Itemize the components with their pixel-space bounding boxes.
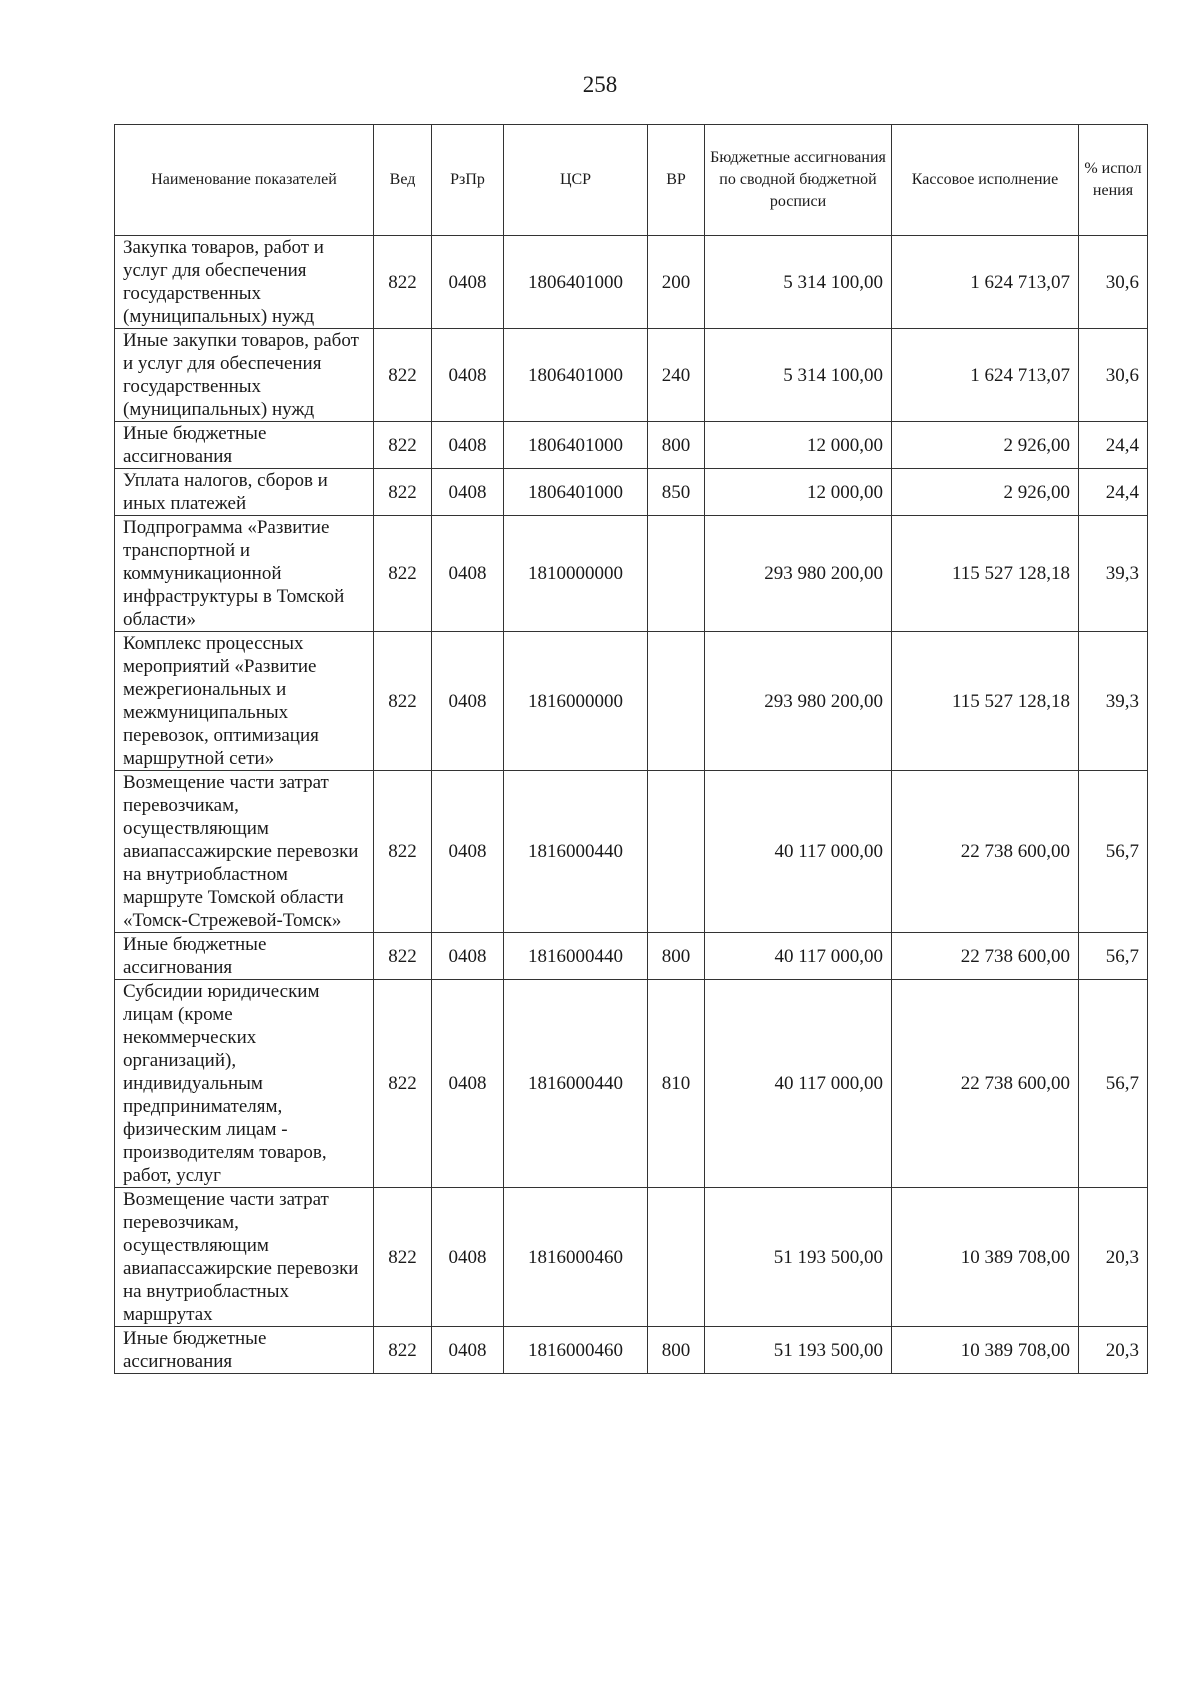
table-row [115, 469, 1148, 516]
cell-percent: 24,4 [1079, 469, 1148, 516]
cell-name: Уплата налогов, сборов и иных платежей [115, 469, 374, 516]
cell-vr [648, 1188, 705, 1327]
cell-ved: 822 [374, 632, 432, 771]
cell-vr: 800 [648, 933, 705, 980]
cell-rzpr: 0408 [432, 1188, 504, 1327]
cell-csr: 1816000440 [504, 933, 648, 980]
cell-assigned: 40 117 000,00 [705, 771, 892, 933]
cell-name: Иные закупки товаров, работ и услуг для обеспечения государственных (муниципальных) нужд [115, 329, 374, 422]
cell-csr: 1816000440 [504, 980, 648, 1188]
cell-executed: 22 738 600,00 [892, 771, 1079, 933]
cell-assigned: 40 117 000,00 [705, 933, 892, 980]
cell-assigned: 5 314 100,00 [705, 329, 892, 422]
cell-percent: 24,4 [1079, 422, 1148, 469]
cell-csr: 1816000460 [504, 1327, 648, 1374]
cell-percent: 56,7 [1079, 980, 1148, 1188]
header-rzpr: РзПр [432, 125, 504, 236]
cell-name: Иные бюджетные ассигнования [115, 422, 374, 469]
table-row [115, 1327, 1148, 1374]
cell-executed: 10 389 708,00 [892, 1327, 1079, 1374]
cell-assigned: 293 980 200,00 [705, 632, 892, 771]
cell-name: Иные бюджетные ассигнования [115, 1327, 374, 1374]
cell-rzpr: 0408 [432, 1327, 504, 1374]
cell-vr [648, 516, 705, 632]
cell-rzpr: 0408 [432, 516, 504, 632]
cell-executed: 1 624 713,07 [892, 329, 1079, 422]
cell-rzpr: 0408 [432, 469, 504, 516]
cell-ved: 822 [374, 516, 432, 632]
cell-name: Комплекс процессных мероприятий «Развитие межрегиональных и межмуниципальных перевозок, оптимизация маршрутной сети» [115, 632, 374, 771]
cell-assigned: 51 193 500,00 [705, 1188, 892, 1327]
cell-assigned: 5 314 100,00 [705, 236, 892, 329]
cell-rzpr: 0408 [432, 422, 504, 469]
cell-rzpr: 0408 [432, 933, 504, 980]
header-executed: Кассовое исполнение [892, 125, 1079, 236]
cell-ved: 822 [374, 771, 432, 933]
cell-percent: 30,6 [1079, 329, 1148, 422]
table-header-row [115, 125, 1148, 236]
cell-csr: 1816000000 [504, 632, 648, 771]
table-row [115, 771, 1148, 933]
cell-csr: 1816000440 [504, 771, 648, 933]
table-row [115, 1188, 1148, 1327]
cell-name: Иные бюджетные ассигнования [115, 933, 374, 980]
cell-percent: 20,3 [1079, 1188, 1148, 1327]
cell-executed: 2 926,00 [892, 422, 1079, 469]
cell-rzpr: 0408 [432, 980, 504, 1188]
table-row [115, 329, 1148, 422]
cell-rzpr: 0408 [432, 632, 504, 771]
cell-ved: 822 [374, 1188, 432, 1327]
cell-name: Закупка товаров, работ и услуг для обеспечения государственных (муниципальных) нужд [115, 236, 374, 329]
cell-percent: 20,3 [1079, 1327, 1148, 1374]
header-assigned: Бюджетные ассигнования по сводной бюджетной росписи [705, 125, 892, 236]
cell-ved: 822 [374, 980, 432, 1188]
cell-assigned: 293 980 200,00 [705, 516, 892, 632]
page-number: 258 [582, 72, 618, 97]
header-vr: ВР [648, 125, 705, 236]
cell-vr: 810 [648, 980, 705, 1188]
cell-vr: 800 [648, 422, 705, 469]
cell-vr: 240 [648, 329, 705, 422]
table-row [115, 516, 1148, 632]
cell-assigned: 12 000,00 [705, 469, 892, 516]
cell-ved: 822 [374, 1327, 432, 1374]
table-row [115, 933, 1148, 980]
cell-percent: 39,3 [1079, 516, 1148, 632]
cell-executed: 22 738 600,00 [892, 980, 1079, 1188]
cell-assigned: 51 193 500,00 [705, 1327, 892, 1374]
cell-csr: 1806401000 [504, 236, 648, 329]
cell-csr: 1806401000 [504, 422, 648, 469]
cell-name: Субсидии юридическим лицам (кроме некоммерческих организаций), индивидуальным предпринимателям, физическим лицам - производителям товаров, работ, услуг [115, 980, 374, 1188]
cell-percent: 56,7 [1079, 771, 1148, 933]
cell-vr [648, 771, 705, 933]
cell-name: Возмещение части затрат перевозчикам, осуществляющим авиапассажирские перевозки на внутриобластных маршрутах [115, 1188, 374, 1327]
cell-percent: 39,3 [1079, 632, 1148, 771]
cell-vr [648, 632, 705, 771]
cell-vr: 850 [648, 469, 705, 516]
cell-rzpr: 0408 [432, 329, 504, 422]
cell-ved: 822 [374, 329, 432, 422]
cell-executed: 1 624 713,07 [892, 236, 1079, 329]
cell-csr: 1810000000 [504, 516, 648, 632]
cell-assigned: 12 000,00 [705, 422, 892, 469]
cell-executed: 115 527 128,18 [892, 632, 1079, 771]
cell-csr: 1806401000 [504, 329, 648, 422]
cell-percent: 30,6 [1079, 236, 1148, 329]
cell-executed: 10 389 708,00 [892, 1188, 1079, 1327]
cell-rzpr: 0408 [432, 771, 504, 933]
cell-ved: 822 [374, 933, 432, 980]
cell-percent: 56,7 [1079, 933, 1148, 980]
table-row [115, 632, 1148, 771]
cell-vr: 200 [648, 236, 705, 329]
header-percent: % испол нения [1079, 125, 1148, 236]
cell-executed: 2 926,00 [892, 469, 1079, 516]
cell-name: Возмещение части затрат перевозчикам, осуществляющим авиапассажирские перевозки на внутриобластном маршруте Томской области «Томск-Стрежевой-Томск» [115, 771, 374, 933]
header-name: Наименование показателей [115, 125, 374, 236]
cell-executed: 115 527 128,18 [892, 516, 1079, 632]
table-row [115, 236, 1148, 329]
cell-rzpr: 0408 [432, 236, 504, 329]
header-ved: Вед [374, 125, 432, 236]
cell-executed: 22 738 600,00 [892, 933, 1079, 980]
budget-table [114, 124, 1148, 1374]
cell-vr: 800 [648, 1327, 705, 1374]
cell-name: Подпрограмма «Развитие транспортной и коммуникационной инфраструктуры в Томской области» [115, 516, 374, 632]
cell-ved: 822 [374, 422, 432, 469]
table-row [115, 980, 1148, 1188]
cell-ved: 822 [374, 469, 432, 516]
table-row [115, 422, 1148, 469]
cell-ved: 822 [374, 236, 432, 329]
cell-assigned: 40 117 000,00 [705, 980, 892, 1188]
cell-csr: 1816000460 [504, 1188, 648, 1327]
cell-csr: 1806401000 [504, 469, 648, 516]
header-csr: ЦСР [504, 125, 648, 236]
